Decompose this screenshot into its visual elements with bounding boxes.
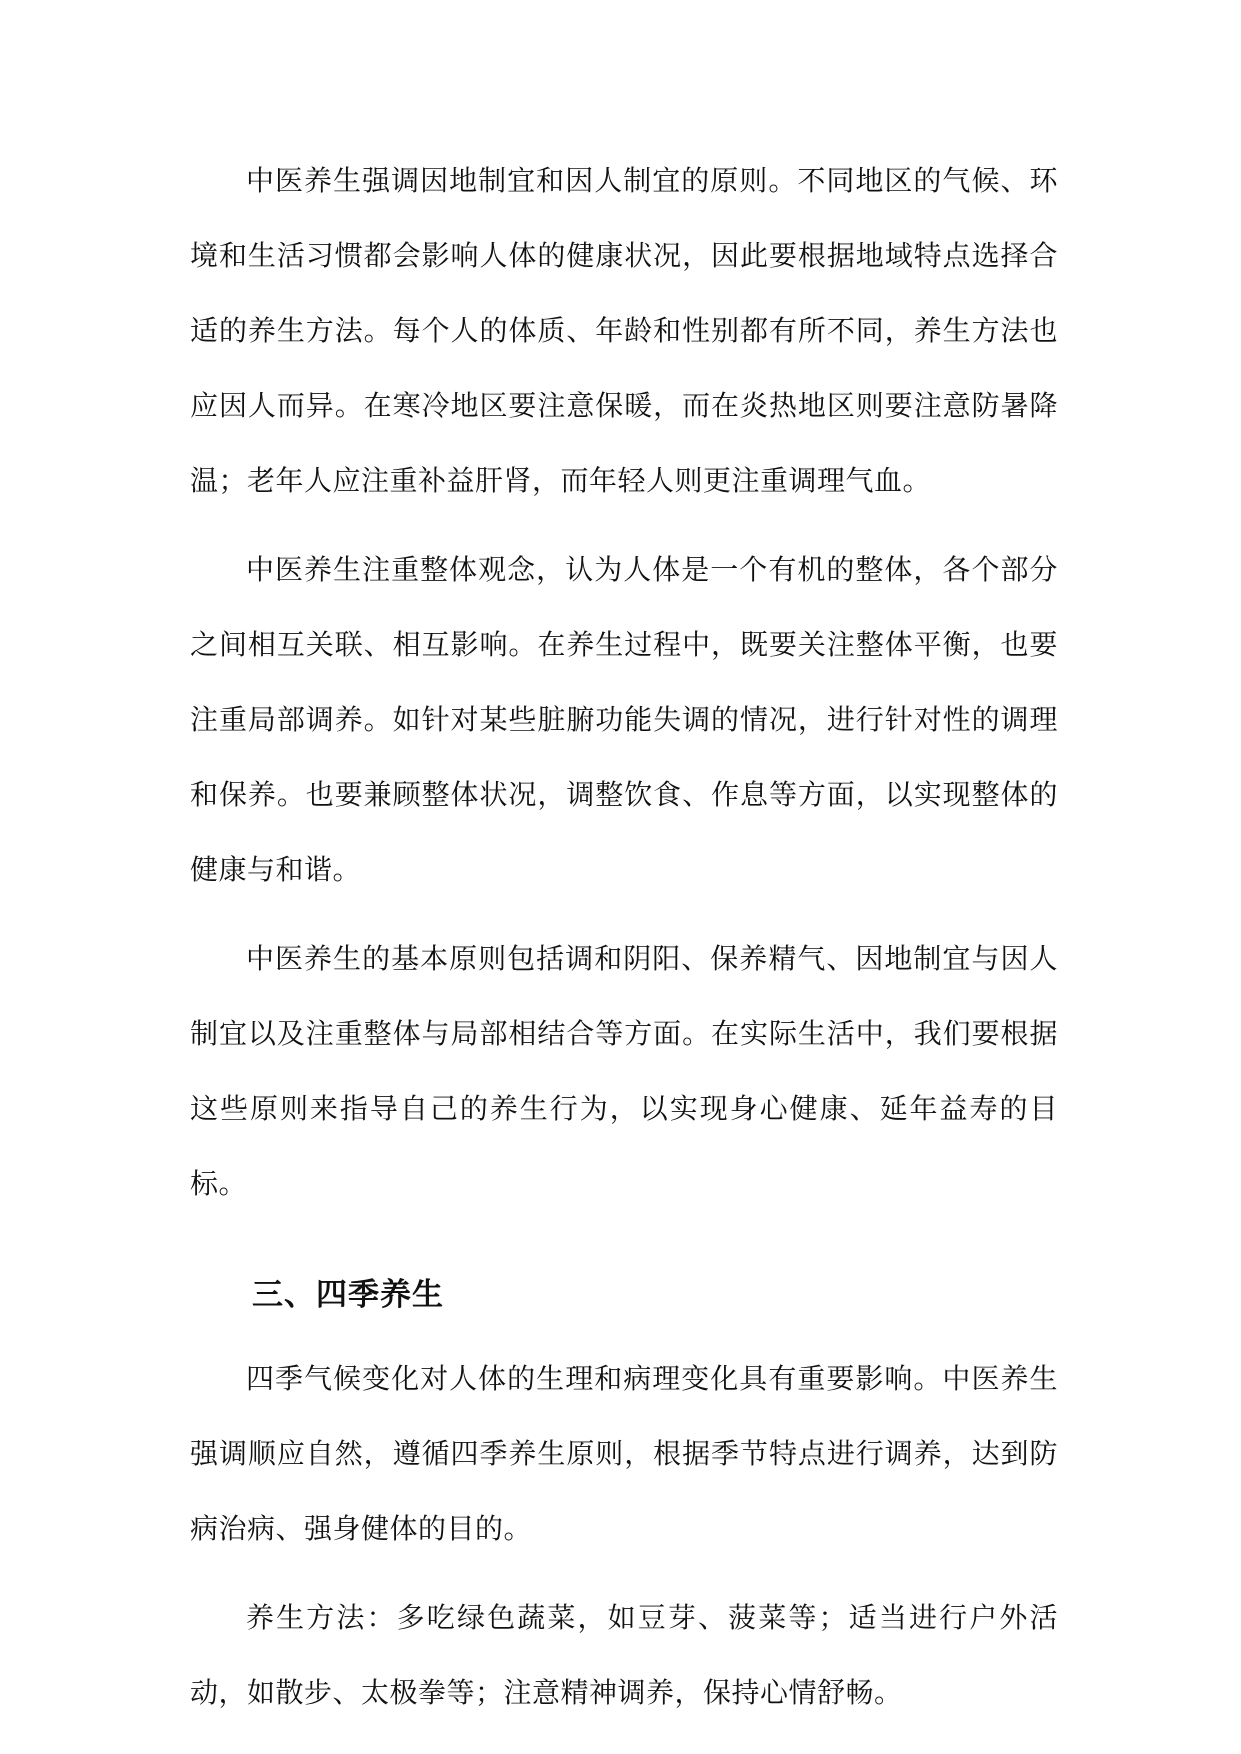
paragraph-holistic-view: 中医养生注重整体观念，认为人体是一个有机的整体，各个部分之间相互关联、相互影响。在养生过程中，既要关注整体平衡，也要注重局部调养。如针对某些脏腑功能失调的情况，进行针对性的调理和保养。也要兼顾整体状况，调整饮食、作息等方面，以实现整体的健康与和谐。 [190,553,1058,886]
paragraph-four-seasons-intro: 四季气候变化对人体的生理和病理变化具有重要影响。中医养生强调顺应自然，遵循四季养生原则，根据季节特点进行调养，达到防病治病、强身健体的目的。 [190,1362,1058,1545]
paragraph-health-methods: 养生方法：多吃绿色蔬菜，如豆芽、菠菜等；适当进行户外活动，如散步、太极拳等；注意精神调养，保持心情舒畅。 [190,1601,1058,1709]
paragraph-adapt-to-place-and-person: 中医养生强调因地制宜和因人制宜的原则。不同地区的气候、环境和生活习惯都会影响人体的健康状况，因此要根据地域特点选择合适的养生方法。每个人的体质、年龄和性别都有所不同，养生方法也应因人而异。在寒冷地区要注意保暖，而在炎热地区则要注意防暑降温；老年人应注重补益肝肾，而年轻人则更注重调理气血。 [190,164,1058,497]
document-body [190,143,1058,1744]
paragraph-basic-principles: 中医养生的基本原则包括调和阴阳、保养精气、因地制宜与因人制宜以及注重整体与局部相结合等方面。在实际生活中，我们要根据这些原则来指导自己的养生行为，以实现身心健康、延年益寿的目标。 [190,942,1058,1200]
section-heading-four-seasons: 三、四季养生 [252,1277,444,1313]
